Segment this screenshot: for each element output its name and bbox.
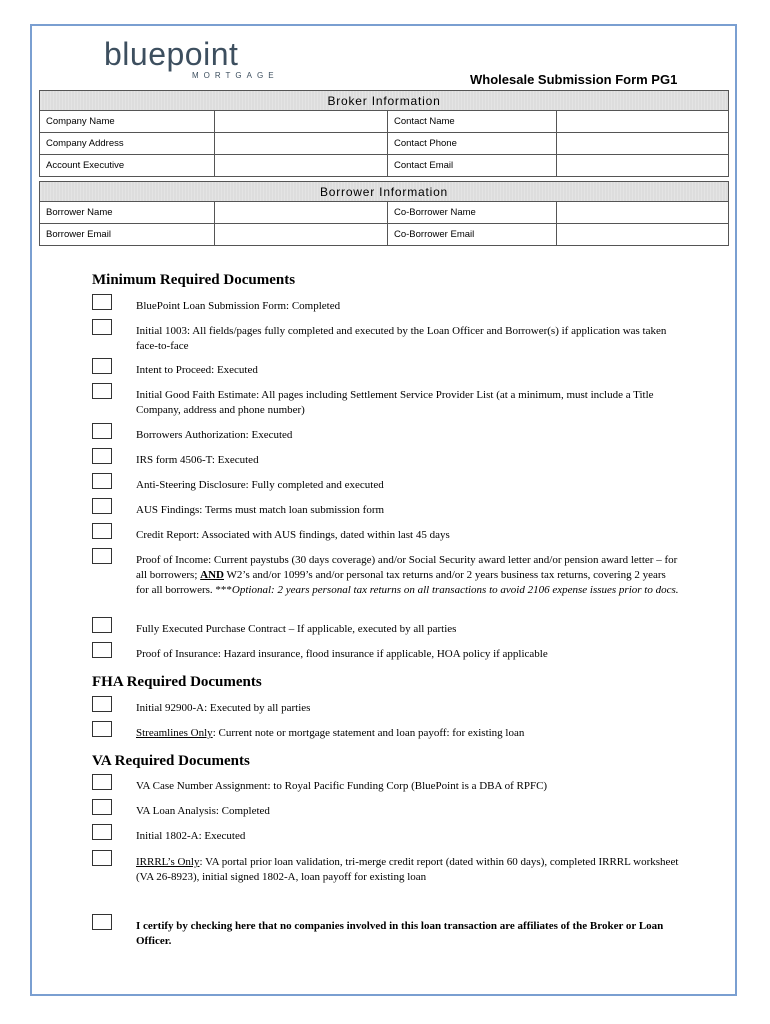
checkbox[interactable] [92,774,112,790]
fha-heading: FHA Required Documents [92,674,262,690]
income-and: AND [200,569,224,581]
contact-email-field[interactable] [557,155,729,177]
checkbox[interactable] [92,498,112,514]
streamlines-label: Streamlines Only [136,727,213,739]
company-name-field[interactable] [215,111,388,133]
item-text: VA Case Number Assignment: to Royal Pacific Funding Corp (BluePoint is a DBA of RPFC) [136,780,548,792]
table-row [40,111,729,133]
borrower-email-label: Borrower Email [40,224,215,246]
income-part2: W2’s and/or 1099’s and/or personal tax returns and/or 2 years business tax returns, covering 2 years for all borrowers. *** [136,569,666,596]
contact-phone-label: Contact Phone [388,133,557,155]
checkbox[interactable] [92,642,112,658]
table-row [40,202,729,224]
checkbox[interactable] [92,799,112,815]
logo-subtext: MORTGAGE [192,71,279,80]
irrrl-text: : VA portal prior loan validation, tri-merge credit report (dated within 60 days), completed IRRRL worksheet (VA 26-8923), initial signed 1802-A, loan payoff for existing loan [136,856,679,883]
checkbox[interactable] [92,721,112,737]
contact-name-field[interactable] [557,111,729,133]
co-borrower-email-label: Co-Borrower Email [388,224,557,246]
company-name-label: Company Name [40,111,215,133]
bluepoint-logo [104,36,279,80]
company-address-field[interactable] [215,133,388,155]
streamlines-text: : Current note or mortgage statement and loan payoff: for existing loan [212,727,525,739]
checkbox[interactable] [92,696,112,712]
contact-name-label: Contact Name [388,111,557,133]
income-optional: Optional: 2 years personal tax returns on all transactions to avoid 2106 expense issues prior to docs. [231,584,679,596]
checkbox[interactable] [92,473,112,489]
item-text: Fully Executed Purchase Contract – If applicable, executed by all parties [136,623,457,635]
va-heading: VA Required Documents [92,753,250,769]
item-text: Intent to Proceed: Executed [136,364,258,376]
checkbox[interactable] [92,617,112,633]
table-row [40,224,729,246]
item-text: Credit Report: Associated with AUS findings, dated within last 45 days [136,529,450,541]
item-text: Initial 1802-A: Executed [136,830,246,842]
account-executive-label: Account Executive [40,155,215,177]
item-text [136,726,681,741]
borrower-name-label: Borrower Name [40,202,215,224]
borrower-heading: Borrower Information [40,182,729,202]
checkbox[interactable] [92,523,112,539]
income-part1: Proof of Income: Current paystubs (30 days coverage) and/or Social Security award letter and/or pension award letter – for all borrowers; [136,554,678,581]
checkbox[interactable] [92,850,112,866]
contact-phone-field[interactable] [557,133,729,155]
checkbox[interactable] [92,319,112,335]
form-title: Wholesale Submission Form PG1 [470,72,678,87]
checkbox[interactable] [92,448,112,464]
checkbox[interactable] [92,423,112,439]
item-text [136,855,681,885]
item-text: BluePoint Loan Submission Form: Completed [136,300,341,312]
checkbox[interactable] [92,383,112,399]
account-executive-field[interactable] [215,155,388,177]
borrower-email-field[interactable] [215,224,388,246]
checkbox[interactable] [92,294,112,310]
item-text: Initial 1003: All fields/pages fully completed and executed by the Loan Officer and Borrower(s) if application was taken face-to-face [136,325,667,352]
borrower-table [39,181,729,246]
co-borrower-email-field[interactable] [557,224,729,246]
irrrl-label: IRRRL’s Only [136,856,200,868]
borrower-name-field[interactable] [215,202,388,224]
item-text: Initial 92900-A: Executed by all parties [136,702,311,714]
item-text: Initial Good Faith Estimate: All pages including Settlement Service Provider List (at a minimum, must include a Title Company, address and phone number) [136,389,654,416]
item-text: VA Loan Analysis: Completed [136,805,270,817]
table-row [40,155,729,177]
co-borrower-name-field[interactable] [557,202,729,224]
income-text [136,553,681,598]
logo-text: bluepoint [104,36,239,72]
company-address-label: Company Address [40,133,215,155]
broker-table [39,90,729,177]
item-text: Anti-Steering Disclosure: Fully completed and executed [136,479,384,491]
item-text: Borrowers Authorization: Executed [136,429,293,441]
item-text: Proof of Insurance: Hazard insurance, flood insurance if applicable, HOA policy if applicable [136,648,548,660]
checkbox[interactable] [92,548,112,564]
item-text: IRS form 4506-T: Executed [136,454,259,466]
broker-heading: Broker Information [40,91,729,111]
checkbox[interactable] [92,824,112,840]
checkbox[interactable] [92,358,112,374]
minimum-heading: Minimum Required Documents [92,272,296,288]
certify-text: I certify by checking here that no companies involved in this loan transaction are affiliates of the Broker or Loan Officer. [136,920,664,947]
contact-email-label: Contact Email [388,155,557,177]
certify-checkbox[interactable] [92,914,112,930]
table-row [40,133,729,155]
item-text: AUS Findings: Terms must match loan submission form [136,504,385,516]
co-borrower-name-label: Co-Borrower Name [388,202,557,224]
